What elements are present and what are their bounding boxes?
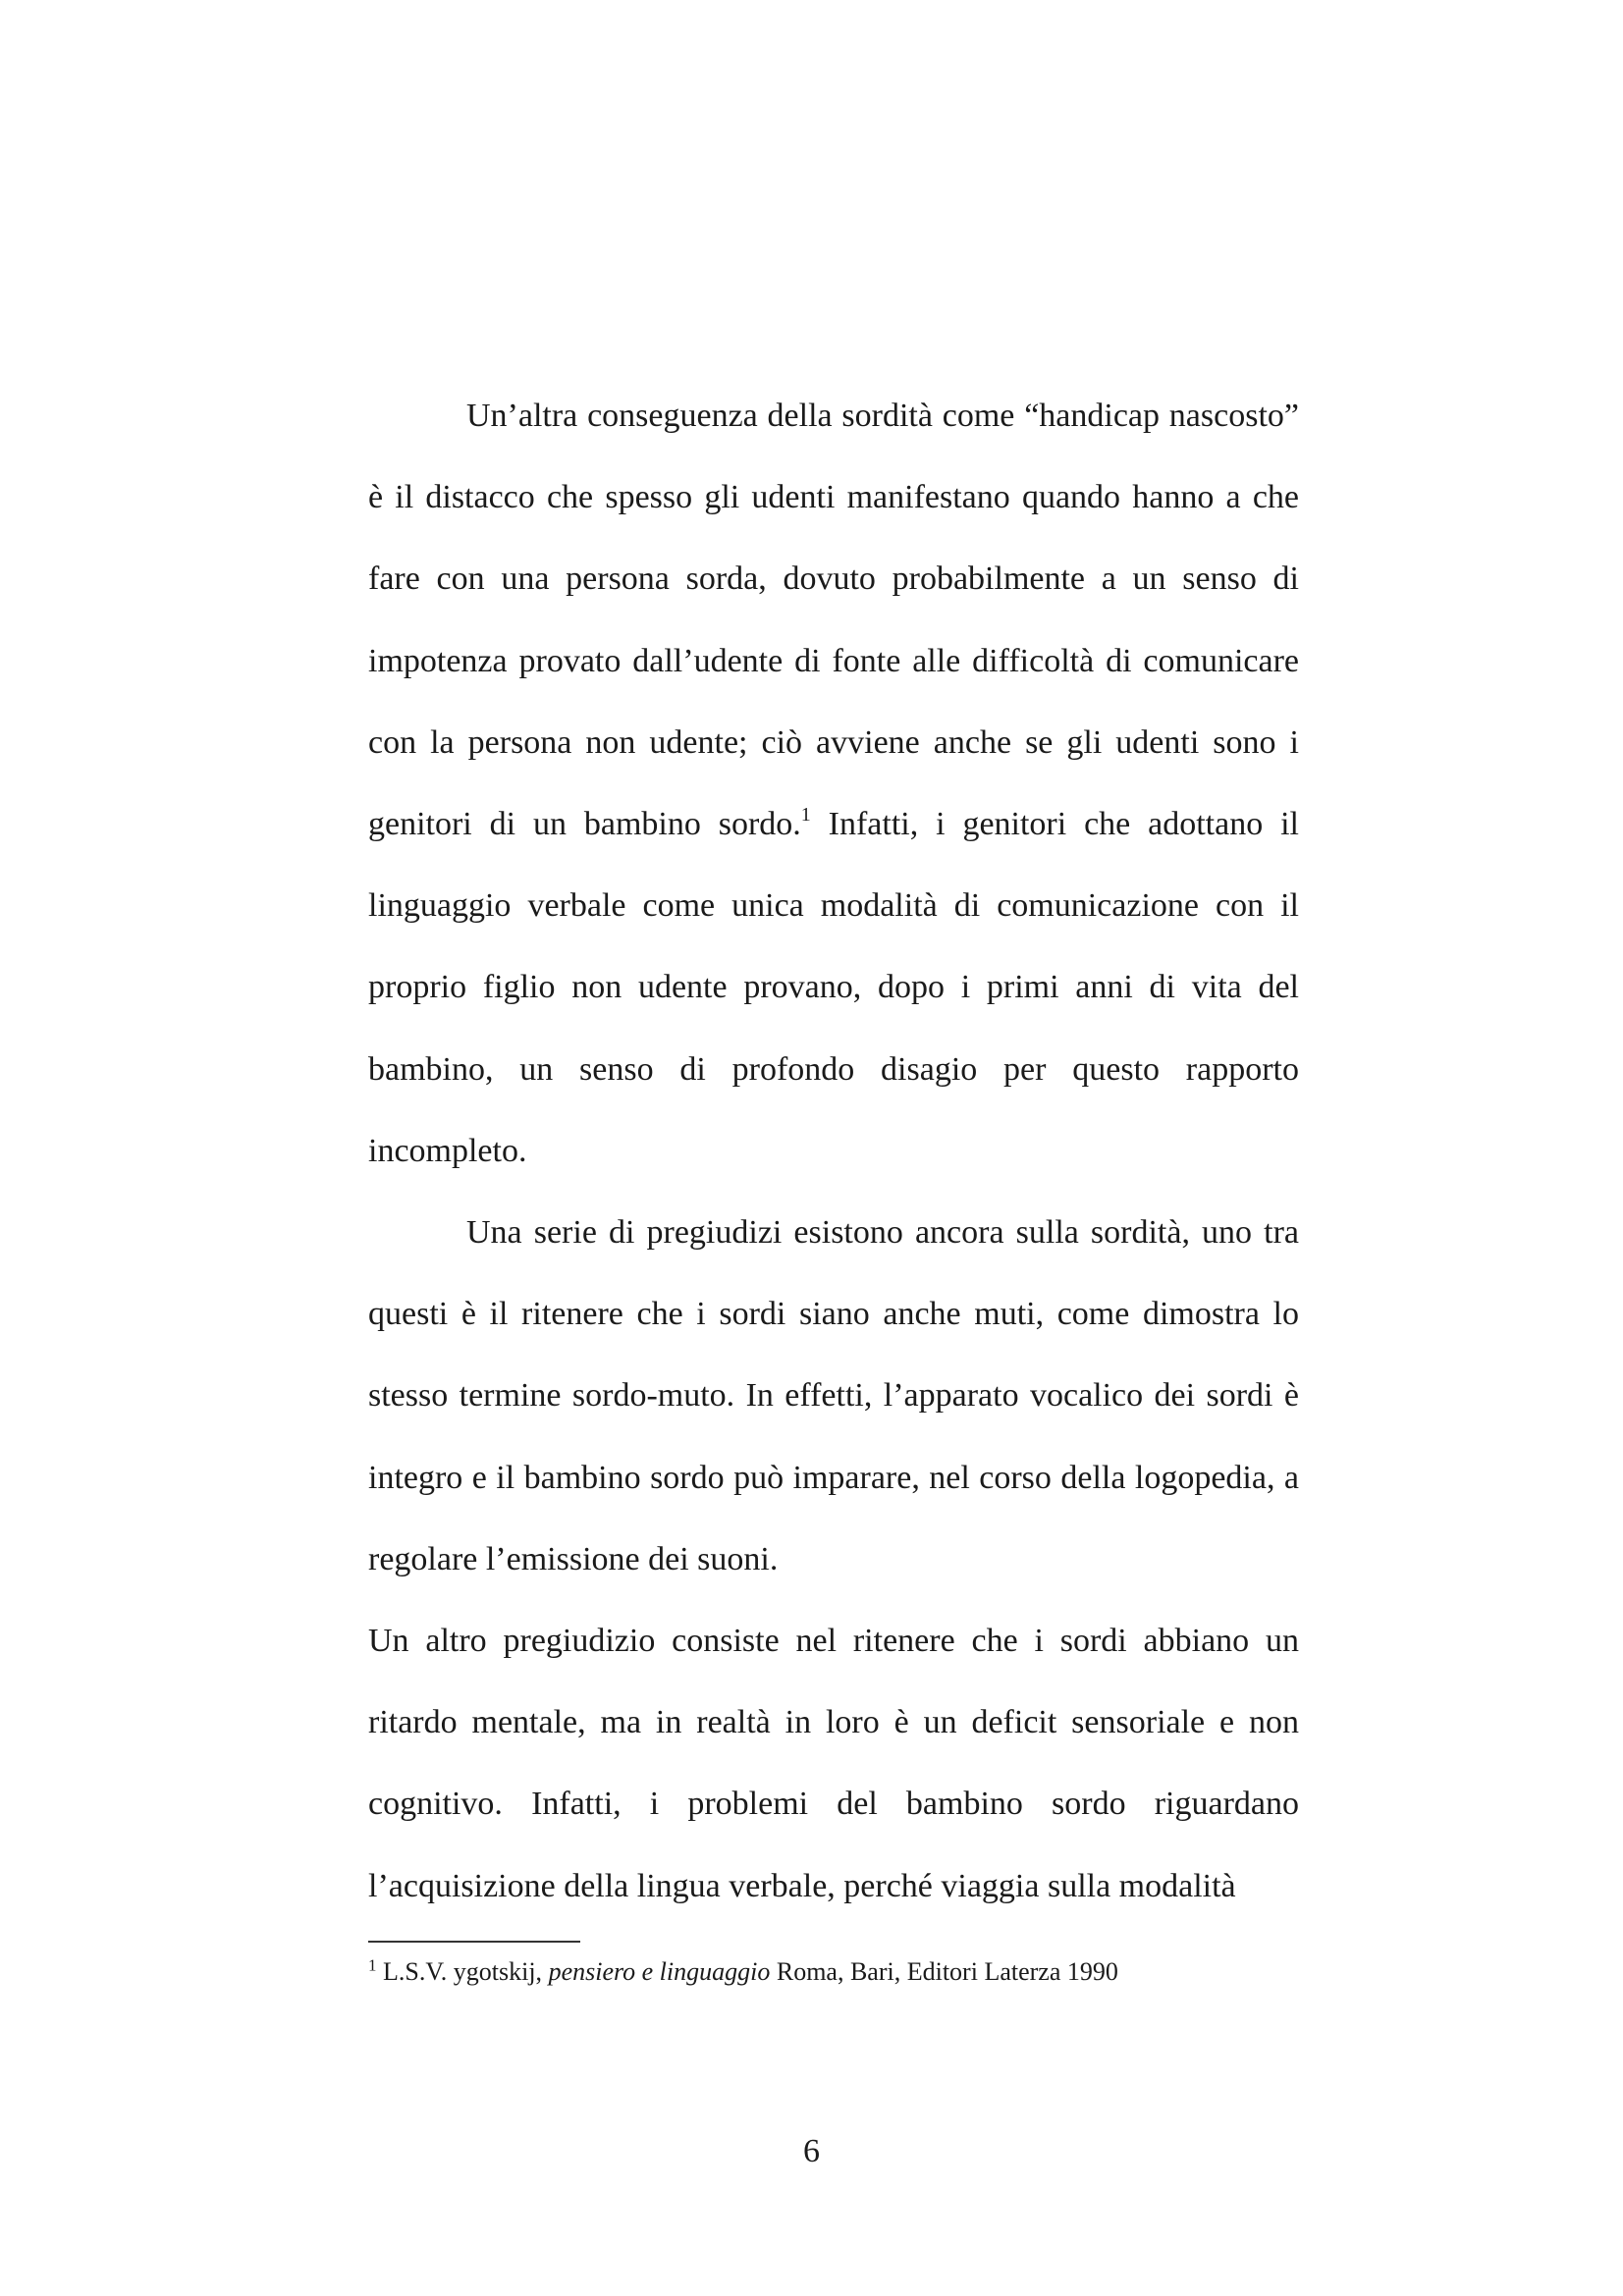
footnote-separator: [368, 1941, 580, 1943]
paragraph-1-text-a: Un’altra conseguenza della sordità come “handicap nascosto” è il distacco che spesso gli udenti manifestano quando hanno a che fare con una persona sorda, dovuto probabilmente a un senso di impotenza provato dall’udente di fonte alle difficoltà di comunicare con la persona non udente; ciò avviene anche se gli udenti sono i genitori di un bambino sordo.: [368, 398, 1299, 843]
paragraph-3: Un altro pregiudizio consiste nel ritenere che i sordi abbiano un ritardo mentale, ma in realtà in loro è un deficit sensoriale e non cognitivo. Infatti, i problemi del bambino sordo riguardano l’acquisizione della lingua verbale, perché viaggia sulla modalità: [368, 1623, 1299, 1904]
footnote-publisher: Roma, Bari, Editori Laterza 1990: [770, 1957, 1118, 1986]
footnote-title: pensiero e linguaggio: [548, 1957, 771, 1986]
paragraph-2: Una serie di pregiudizi esistono ancora sulla sordità, uno tra questi è il ritenere che i sordi siano anche muti, come dimostra lo stesso termine sordo-muto. In effetti, l’apparato vocalico dei sordi è integro e il bambino sordo può imparare, nel corso della logopedia, a regolare l’emissione dei suoni.: [368, 1214, 1299, 1577]
footnote-author: L.S.V. ygotskij,: [376, 1957, 549, 1986]
page-number: 6: [803, 2133, 820, 2169]
footnote-marker: 1: [368, 1955, 377, 1975]
footnote-reference-1[interactable]: 1: [800, 803, 811, 826]
paragraph-1-text-b: Infatti, i genitori che adottano il linguaggio verbale come unica modalità di comunicazione con il proprio figlio non udente provano, dopo i primi anni di vita del bambino, un senso di profondo disagio per questo rapporto incompleto.: [368, 806, 1299, 1169]
paragraph-1: [368, 375, 1299, 1192]
footnote-1: [368, 1955, 1301, 1989]
body-text: [368, 375, 1299, 1927]
